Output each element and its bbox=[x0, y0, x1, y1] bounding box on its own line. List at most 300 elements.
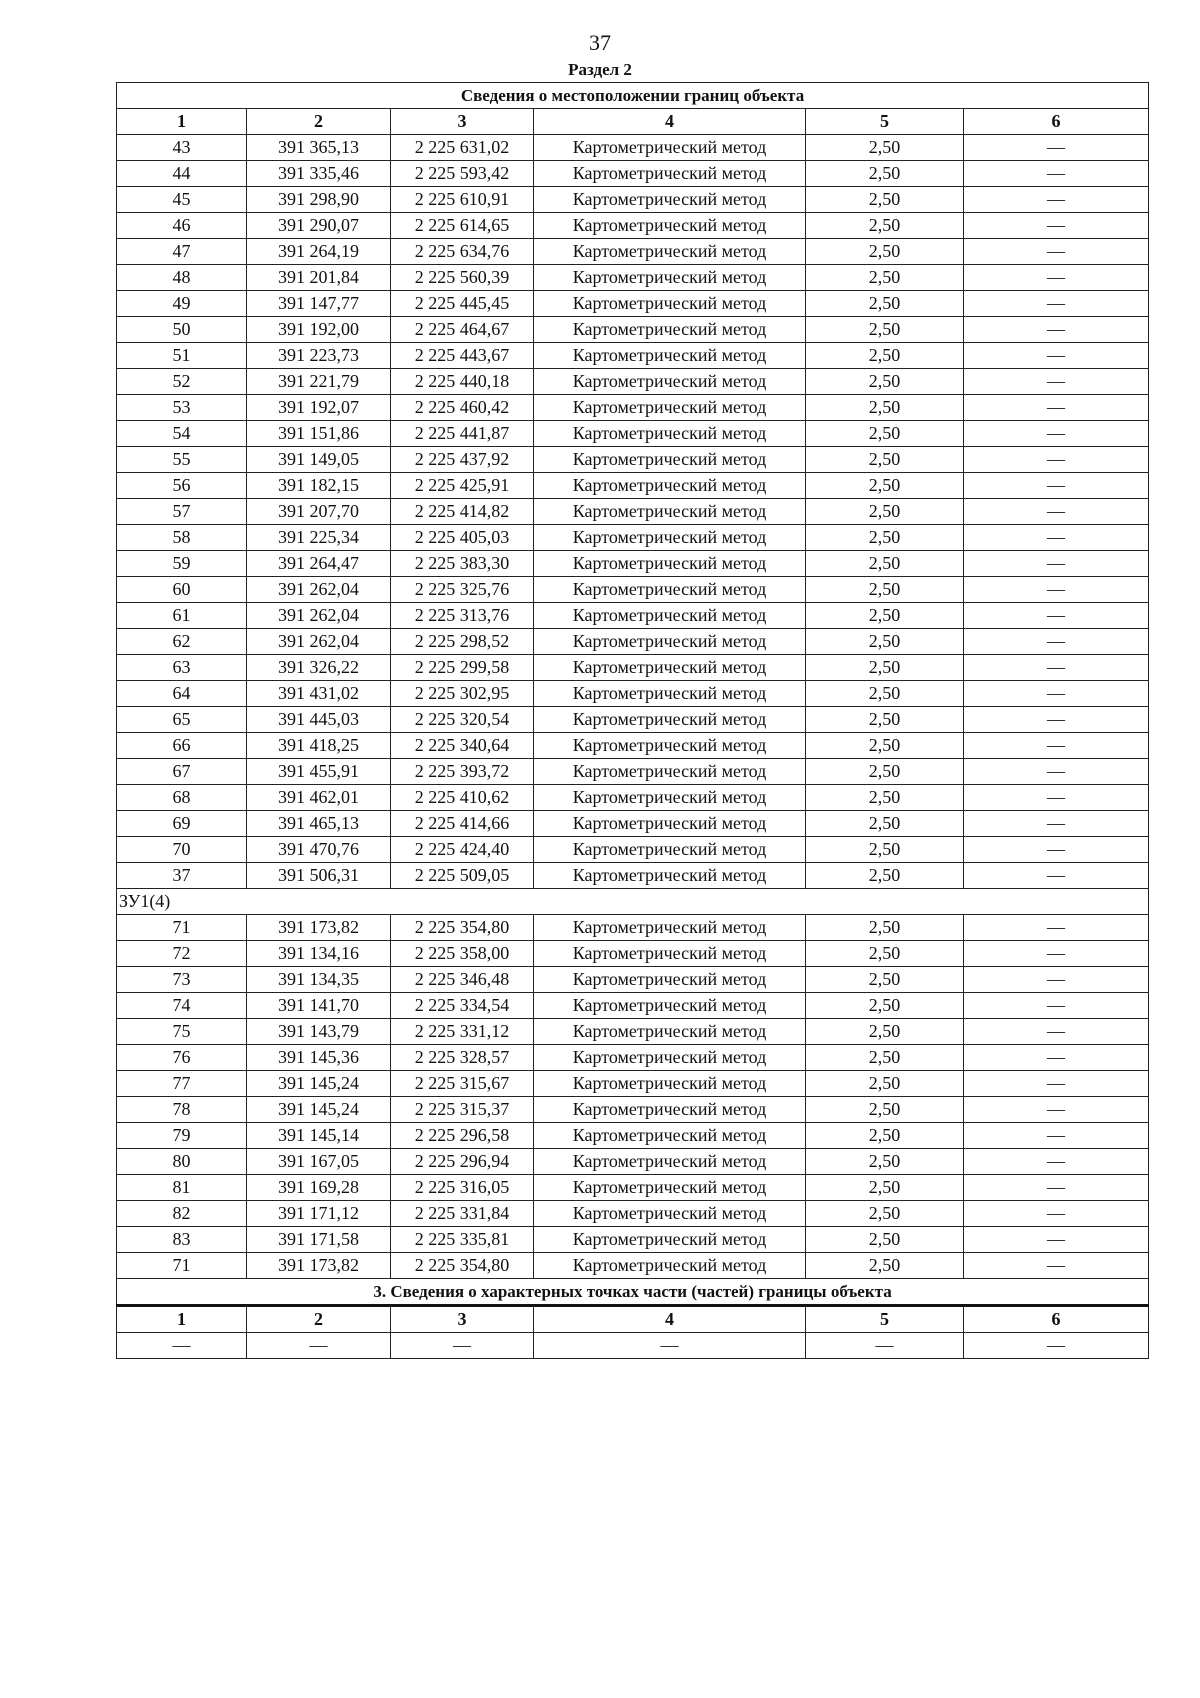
boundary-table-body bbox=[117, 83, 1149, 1359]
cell-col-4: Картометрический метод bbox=[534, 1045, 806, 1071]
cell-col-2: 391 145,14 bbox=[247, 1123, 391, 1149]
cell-col-3: 2 225 614,65 bbox=[391, 213, 534, 239]
table-row bbox=[117, 941, 1149, 967]
cell-col-1: 54 bbox=[117, 421, 247, 447]
cell-col-2: 391 167,05 bbox=[247, 1149, 391, 1175]
cell-col-5: 2,50 bbox=[806, 291, 964, 317]
cell-col-5: 2,50 bbox=[806, 863, 964, 889]
table-row bbox=[117, 967, 1149, 993]
cell-col-2: 391 201,84 bbox=[247, 265, 391, 291]
cell-col-1: 62 bbox=[117, 629, 247, 655]
cell-col-1: 72 bbox=[117, 941, 247, 967]
cell-col-4: Картометрический метод bbox=[534, 135, 806, 161]
cell-col-1: 83 bbox=[117, 1227, 247, 1253]
table-row bbox=[117, 1227, 1149, 1253]
cell-col-5: 2,50 bbox=[806, 785, 964, 811]
cell-col-1: 56 bbox=[117, 473, 247, 499]
cell-col-2: 2 bbox=[247, 109, 391, 135]
cell-col-6: — bbox=[964, 161, 1149, 187]
table-row bbox=[117, 343, 1149, 369]
table-row bbox=[117, 759, 1149, 785]
cell-col-1: 46 bbox=[117, 213, 247, 239]
cell-col-5: 2,50 bbox=[806, 395, 964, 421]
cell-col-2: 391 145,36 bbox=[247, 1045, 391, 1071]
table-row bbox=[117, 447, 1149, 473]
cell-col-1: 51 bbox=[117, 343, 247, 369]
cell-col-2: 391 207,70 bbox=[247, 499, 391, 525]
cell-col-3: 2 225 441,87 bbox=[391, 421, 534, 447]
cell-col-4: 4 bbox=[534, 1306, 806, 1333]
cell-col-3: 2 225 354,80 bbox=[391, 915, 534, 941]
cell-col-3: 2 225 445,45 bbox=[391, 291, 534, 317]
table-row bbox=[117, 499, 1149, 525]
cell-col-4: Картометрический метод bbox=[534, 577, 806, 603]
cell-col-2: 391 151,86 bbox=[247, 421, 391, 447]
cell-col-2: 391 192,07 bbox=[247, 395, 391, 421]
table-title-row bbox=[117, 83, 1149, 109]
cell-col-4: Картометрический метод bbox=[534, 473, 806, 499]
cell-col-3: 2 225 634,76 bbox=[391, 239, 534, 265]
cell-col-3: — bbox=[391, 1333, 534, 1359]
cell-col-3: 2 225 331,12 bbox=[391, 1019, 534, 1045]
cell-col-6: — bbox=[964, 1253, 1149, 1279]
cell-col-2: — bbox=[247, 1333, 391, 1359]
cell-col-1: 70 bbox=[117, 837, 247, 863]
cell-col-6: — bbox=[964, 811, 1149, 837]
cell-col-6: — bbox=[964, 265, 1149, 291]
cell-col-6: — bbox=[964, 135, 1149, 161]
cell-col-4: Картометрический метод bbox=[534, 161, 806, 187]
group-label: ЗУ1(4) bbox=[117, 889, 1149, 915]
cell-col-4: Картометрический метод bbox=[534, 941, 806, 967]
cell-col-3: 2 225 358,00 bbox=[391, 941, 534, 967]
cell-col-3: 2 225 383,30 bbox=[391, 551, 534, 577]
cell-col-3: 2 225 464,67 bbox=[391, 317, 534, 343]
cell-col-5: 2,50 bbox=[806, 759, 964, 785]
cell-col-3: 2 225 410,62 bbox=[391, 785, 534, 811]
cell-col-5: 2,50 bbox=[806, 681, 964, 707]
table-row bbox=[117, 317, 1149, 343]
table-row bbox=[117, 161, 1149, 187]
cell-col-1: 76 bbox=[117, 1045, 247, 1071]
cell-col-3: 2 225 631,02 bbox=[391, 135, 534, 161]
cell-col-3: 2 225 315,67 bbox=[391, 1071, 534, 1097]
cell-col-1: 78 bbox=[117, 1097, 247, 1123]
table-row bbox=[117, 395, 1149, 421]
table-row bbox=[117, 1201, 1149, 1227]
table-row bbox=[117, 1333, 1149, 1359]
cell-col-6: — bbox=[964, 603, 1149, 629]
cell-col-2: 391 192,00 bbox=[247, 317, 391, 343]
cell-col-4: Картометрический метод bbox=[534, 1253, 806, 1279]
cell-col-2: 391 470,76 bbox=[247, 837, 391, 863]
cell-col-4: Картометрический метод bbox=[534, 915, 806, 941]
part-title: 3. Сведения о характерных точках части (частей) границы объекта bbox=[117, 1279, 1149, 1306]
cell-col-2: 391 145,24 bbox=[247, 1071, 391, 1097]
cell-col-5: 2,50 bbox=[806, 135, 964, 161]
cell-col-6: — bbox=[964, 213, 1149, 239]
cell-col-3: 2 225 509,05 bbox=[391, 863, 534, 889]
cell-col-5: 2,50 bbox=[806, 317, 964, 343]
cell-col-5: 5 bbox=[806, 1306, 964, 1333]
table-row bbox=[117, 1097, 1149, 1123]
table-row bbox=[117, 213, 1149, 239]
cell-col-6: — bbox=[964, 343, 1149, 369]
cell-col-4: Картометрический метод bbox=[534, 239, 806, 265]
cell-col-5: 2,50 bbox=[806, 525, 964, 551]
cell-col-1: 73 bbox=[117, 967, 247, 993]
cell-col-3: 2 225 296,58 bbox=[391, 1123, 534, 1149]
cell-col-2: 391 290,07 bbox=[247, 213, 391, 239]
table-row bbox=[117, 733, 1149, 759]
cell-col-2: 391 298,90 bbox=[247, 187, 391, 213]
cell-col-5: 2,50 bbox=[806, 1045, 964, 1071]
cell-col-5: 2,50 bbox=[806, 1253, 964, 1279]
cell-col-3: 2 225 424,40 bbox=[391, 837, 534, 863]
cell-col-2: 391 455,91 bbox=[247, 759, 391, 785]
page-number: 37 bbox=[589, 30, 611, 55]
cell-col-1: 37 bbox=[117, 863, 247, 889]
cell-col-3: 2 225 335,81 bbox=[391, 1227, 534, 1253]
cell-col-4: Картометрический метод bbox=[534, 395, 806, 421]
cell-col-3: 2 225 354,80 bbox=[391, 1253, 534, 1279]
part-column-number-row bbox=[117, 1306, 1149, 1333]
cell-col-2: 391 326,22 bbox=[247, 655, 391, 681]
table-row bbox=[117, 915, 1149, 941]
cell-col-2: 391 225,34 bbox=[247, 525, 391, 551]
cell-col-3: 2 225 298,52 bbox=[391, 629, 534, 655]
table-row bbox=[117, 473, 1149, 499]
cell-col-1: 81 bbox=[117, 1175, 247, 1201]
cell-col-6: — bbox=[964, 525, 1149, 551]
cell-col-2: 391 264,47 bbox=[247, 551, 391, 577]
table-row bbox=[117, 1149, 1149, 1175]
cell-col-3: 2 225 331,84 bbox=[391, 1201, 534, 1227]
cell-col-1: 59 bbox=[117, 551, 247, 577]
cell-col-5: 2,50 bbox=[806, 1071, 964, 1097]
cell-col-4: Картометрический метод bbox=[534, 291, 806, 317]
table-row bbox=[117, 1019, 1149, 1045]
cell-col-6: 6 bbox=[964, 109, 1149, 135]
table-row bbox=[117, 291, 1149, 317]
cell-col-2: 391 264,19 bbox=[247, 239, 391, 265]
cell-col-4: Картометрический метод bbox=[534, 499, 806, 525]
table-row bbox=[117, 837, 1149, 863]
cell-col-1: 60 bbox=[117, 577, 247, 603]
cell-col-2: 391 134,35 bbox=[247, 967, 391, 993]
cell-col-6: — bbox=[964, 1123, 1149, 1149]
cell-col-5: 2,50 bbox=[806, 161, 964, 187]
cell-col-5: 2,50 bbox=[806, 421, 964, 447]
cell-col-1: 58 bbox=[117, 525, 247, 551]
cell-col-1: 71 bbox=[117, 1253, 247, 1279]
cell-col-1: 79 bbox=[117, 1123, 247, 1149]
table-row bbox=[117, 1175, 1149, 1201]
cell-col-4: Картометрический метод bbox=[534, 1227, 806, 1253]
part-title-row bbox=[117, 1279, 1149, 1306]
cell-col-4: Картометрический метод bbox=[534, 603, 806, 629]
table-row bbox=[117, 863, 1149, 889]
cell-col-3: 2 225 316,05 bbox=[391, 1175, 534, 1201]
cell-col-4: — bbox=[534, 1333, 806, 1359]
cell-col-4: Картометрический метод bbox=[534, 317, 806, 343]
cell-col-4: Картометрический метод bbox=[534, 1071, 806, 1097]
cell-col-5: 2,50 bbox=[806, 447, 964, 473]
cell-col-3: 2 225 610,91 bbox=[391, 187, 534, 213]
table-row bbox=[117, 629, 1149, 655]
cell-col-2: 391 445,03 bbox=[247, 707, 391, 733]
cell-col-3: 2 225 443,67 bbox=[391, 343, 534, 369]
cell-col-5: 2,50 bbox=[806, 733, 964, 759]
cell-col-1: 52 bbox=[117, 369, 247, 395]
cell-col-3: 2 225 315,37 bbox=[391, 1097, 534, 1123]
cell-col-4: Картометрический метод bbox=[534, 863, 806, 889]
cell-col-2: 391 134,16 bbox=[247, 941, 391, 967]
cell-col-6: — bbox=[964, 369, 1149, 395]
table-title: Сведения о местоположении границ объекта bbox=[117, 83, 1149, 109]
cell-col-5: 2,50 bbox=[806, 1149, 964, 1175]
cell-col-6: — bbox=[964, 941, 1149, 967]
cell-col-6: — bbox=[964, 1045, 1149, 1071]
cell-col-4: Картометрический метод bbox=[534, 681, 806, 707]
cell-col-2: 391 418,25 bbox=[247, 733, 391, 759]
cell-col-1: 69 bbox=[117, 811, 247, 837]
cell-col-3: 2 225 393,72 bbox=[391, 759, 534, 785]
cell-col-5: 2,50 bbox=[806, 629, 964, 655]
cell-col-5: 2,50 bbox=[806, 603, 964, 629]
table-row bbox=[117, 135, 1149, 161]
cell-col-1: 43 bbox=[117, 135, 247, 161]
cell-col-6: — bbox=[964, 239, 1149, 265]
cell-col-4: Картометрический метод bbox=[534, 1201, 806, 1227]
cell-col-2: 391 221,79 bbox=[247, 369, 391, 395]
cell-col-5: — bbox=[806, 1333, 964, 1359]
cell-col-6: — bbox=[964, 1149, 1149, 1175]
cell-col-1: 1 bbox=[117, 109, 247, 135]
cell-col-6: — bbox=[964, 759, 1149, 785]
cell-col-1: 77 bbox=[117, 1071, 247, 1097]
cell-col-6: — bbox=[964, 1175, 1149, 1201]
cell-col-4: 4 bbox=[534, 109, 806, 135]
cell-col-4: Картометрический метод bbox=[534, 837, 806, 863]
cell-col-2: 391 173,82 bbox=[247, 1253, 391, 1279]
cell-col-2: 391 171,58 bbox=[247, 1227, 391, 1253]
cell-col-4: Картометрический метод bbox=[534, 967, 806, 993]
table-row bbox=[117, 265, 1149, 291]
table-row bbox=[117, 1071, 1149, 1097]
table-row bbox=[117, 785, 1149, 811]
cell-col-1: 47 bbox=[117, 239, 247, 265]
cell-col-6: — bbox=[964, 1097, 1149, 1123]
cell-col-6: — bbox=[964, 629, 1149, 655]
cell-col-2: 391 143,79 bbox=[247, 1019, 391, 1045]
table-row bbox=[117, 239, 1149, 265]
cell-col-3: 2 225 560,39 bbox=[391, 265, 534, 291]
cell-col-5: 2,50 bbox=[806, 473, 964, 499]
cell-col-4: Картометрический метод bbox=[534, 369, 806, 395]
cell-col-5: 2,50 bbox=[806, 1097, 964, 1123]
cell-col-1: 57 bbox=[117, 499, 247, 525]
cell-col-5: 2,50 bbox=[806, 941, 964, 967]
cell-col-1: 53 bbox=[117, 395, 247, 421]
cell-col-5: 2,50 bbox=[806, 967, 964, 993]
cell-col-2: 2 bbox=[247, 1306, 391, 1333]
cell-col-5: 2,50 bbox=[806, 213, 964, 239]
cell-col-3: 2 225 425,91 bbox=[391, 473, 534, 499]
cell-col-2: 391 173,82 bbox=[247, 915, 391, 941]
cell-col-5: 2,50 bbox=[806, 239, 964, 265]
cell-col-4: Картометрический метод bbox=[534, 811, 806, 837]
cell-col-4: Картометрический метод bbox=[534, 785, 806, 811]
cell-col-1: 82 bbox=[117, 1201, 247, 1227]
cell-col-5: 2,50 bbox=[806, 187, 964, 213]
cell-col-1: 71 bbox=[117, 915, 247, 941]
cell-col-4: Картометрический метод bbox=[534, 447, 806, 473]
table-row bbox=[117, 603, 1149, 629]
cell-col-5: 2,50 bbox=[806, 1175, 964, 1201]
table-row bbox=[117, 707, 1149, 733]
cell-col-3: 3 bbox=[391, 1306, 534, 1333]
cell-col-1: 63 bbox=[117, 655, 247, 681]
cell-col-5: 2,50 bbox=[806, 343, 964, 369]
cell-col-6: — bbox=[964, 1227, 1149, 1253]
cell-col-6: — bbox=[964, 1071, 1149, 1097]
cell-col-3: 2 225 437,92 bbox=[391, 447, 534, 473]
cell-col-4: Картометрический метод bbox=[534, 1123, 806, 1149]
table-row bbox=[117, 811, 1149, 837]
cell-col-2: 391 223,73 bbox=[247, 343, 391, 369]
cell-col-3: 2 225 302,95 bbox=[391, 681, 534, 707]
cell-col-2: 391 147,77 bbox=[247, 291, 391, 317]
boundary-table bbox=[116, 82, 1149, 1359]
cell-col-5: 2,50 bbox=[806, 993, 964, 1019]
cell-col-2: 391 262,04 bbox=[247, 577, 391, 603]
cell-col-2: 391 141,70 bbox=[247, 993, 391, 1019]
cell-col-3: 2 225 593,42 bbox=[391, 161, 534, 187]
cell-col-6: — bbox=[964, 993, 1149, 1019]
cell-col-5: 2,50 bbox=[806, 551, 964, 577]
cell-col-4: Картометрический метод bbox=[534, 1175, 806, 1201]
cell-col-3: 2 225 328,57 bbox=[391, 1045, 534, 1071]
cell-col-3: 2 225 320,54 bbox=[391, 707, 534, 733]
cell-col-6: — bbox=[964, 291, 1149, 317]
table-row bbox=[117, 993, 1149, 1019]
cell-col-2: 391 365,13 bbox=[247, 135, 391, 161]
cell-col-1: 74 bbox=[117, 993, 247, 1019]
table-row bbox=[117, 655, 1149, 681]
cell-col-1: 44 bbox=[117, 161, 247, 187]
cell-col-5: 2,50 bbox=[806, 499, 964, 525]
table-row bbox=[117, 187, 1149, 213]
cell-col-5: 2,50 bbox=[806, 577, 964, 603]
cell-col-5: 2,50 bbox=[806, 1123, 964, 1149]
cell-col-2: 391 171,12 bbox=[247, 1201, 391, 1227]
cell-col-4: Картометрический метод bbox=[534, 1097, 806, 1123]
cell-col-3: 2 225 299,58 bbox=[391, 655, 534, 681]
cell-col-2: 391 431,02 bbox=[247, 681, 391, 707]
cell-col-6: — bbox=[964, 915, 1149, 941]
cell-col-5: 2,50 bbox=[806, 1227, 964, 1253]
cell-col-1: 50 bbox=[117, 317, 247, 343]
cell-col-6: — bbox=[964, 681, 1149, 707]
table-row bbox=[117, 681, 1149, 707]
table-row bbox=[117, 421, 1149, 447]
group-header-row bbox=[117, 889, 1149, 915]
cell-col-6: — bbox=[964, 863, 1149, 889]
cell-col-1: 45 bbox=[117, 187, 247, 213]
cell-col-2: 391 262,04 bbox=[247, 603, 391, 629]
cell-col-3: 2 225 405,03 bbox=[391, 525, 534, 551]
cell-col-1: 49 bbox=[117, 291, 247, 317]
cell-col-3: 2 225 414,82 bbox=[391, 499, 534, 525]
cell-col-4: Картометрический метод bbox=[534, 759, 806, 785]
cell-col-4: Картометрический метод bbox=[534, 525, 806, 551]
cell-col-3: 2 225 313,76 bbox=[391, 603, 534, 629]
cell-col-3: 2 225 440,18 bbox=[391, 369, 534, 395]
cell-col-3: 2 225 414,66 bbox=[391, 811, 534, 837]
cell-col-3: 2 225 296,94 bbox=[391, 1149, 534, 1175]
cell-col-1: — bbox=[117, 1333, 247, 1359]
section-label: Раздел 2 bbox=[568, 60, 632, 79]
cell-col-6: — bbox=[964, 1019, 1149, 1045]
cell-col-4: Картометрический метод bbox=[534, 1019, 806, 1045]
cell-col-5: 2,50 bbox=[806, 1019, 964, 1045]
cell-col-4: Картометрический метод bbox=[534, 993, 806, 1019]
cell-col-6: — bbox=[964, 1201, 1149, 1227]
cell-col-4: Картометрический метод bbox=[534, 1149, 806, 1175]
cell-col-1: 55 bbox=[117, 447, 247, 473]
cell-col-5: 2,50 bbox=[806, 837, 964, 863]
cell-col-2: 391 145,24 bbox=[247, 1097, 391, 1123]
cell-col-5: 2,50 bbox=[806, 655, 964, 681]
cell-col-2: 391 262,04 bbox=[247, 629, 391, 655]
cell-col-2: 391 335,46 bbox=[247, 161, 391, 187]
cell-col-4: Картометрический метод bbox=[534, 343, 806, 369]
cell-col-3: 3 bbox=[391, 109, 534, 135]
cell-col-6: — bbox=[964, 1333, 1149, 1359]
cell-col-4: Картометрический метод bbox=[534, 421, 806, 447]
cell-col-5: 5 bbox=[806, 109, 964, 135]
cell-col-1: 80 bbox=[117, 1149, 247, 1175]
cell-col-6: — bbox=[964, 733, 1149, 759]
cell-col-6: — bbox=[964, 421, 1149, 447]
cell-col-5: 2,50 bbox=[806, 1201, 964, 1227]
cell-col-6: — bbox=[964, 707, 1149, 733]
cell-col-4: Картометрический метод bbox=[534, 265, 806, 291]
table-row bbox=[117, 577, 1149, 603]
cell-col-1: 67 bbox=[117, 759, 247, 785]
cell-col-1: 75 bbox=[117, 1019, 247, 1045]
cell-col-2: 391 465,13 bbox=[247, 811, 391, 837]
cell-col-3: 2 225 346,48 bbox=[391, 967, 534, 993]
cell-col-2: 391 149,05 bbox=[247, 447, 391, 473]
cell-col-4: Картометрический метод bbox=[534, 213, 806, 239]
cell-col-4: Картометрический метод bbox=[534, 733, 806, 759]
table-row bbox=[117, 1123, 1149, 1149]
cell-col-6: — bbox=[964, 785, 1149, 811]
cell-col-1: 68 bbox=[117, 785, 247, 811]
cell-col-6: — bbox=[964, 473, 1149, 499]
cell-col-5: 2,50 bbox=[806, 915, 964, 941]
cell-col-3: 2 225 340,64 bbox=[391, 733, 534, 759]
cell-col-1: 64 bbox=[117, 681, 247, 707]
cell-col-4: Картометрический метод bbox=[534, 655, 806, 681]
cell-col-1: 61 bbox=[117, 603, 247, 629]
cell-col-2: 391 182,15 bbox=[247, 473, 391, 499]
cell-col-4: Картометрический метод bbox=[534, 187, 806, 213]
cell-col-6: — bbox=[964, 317, 1149, 343]
cell-col-5: 2,50 bbox=[806, 707, 964, 733]
